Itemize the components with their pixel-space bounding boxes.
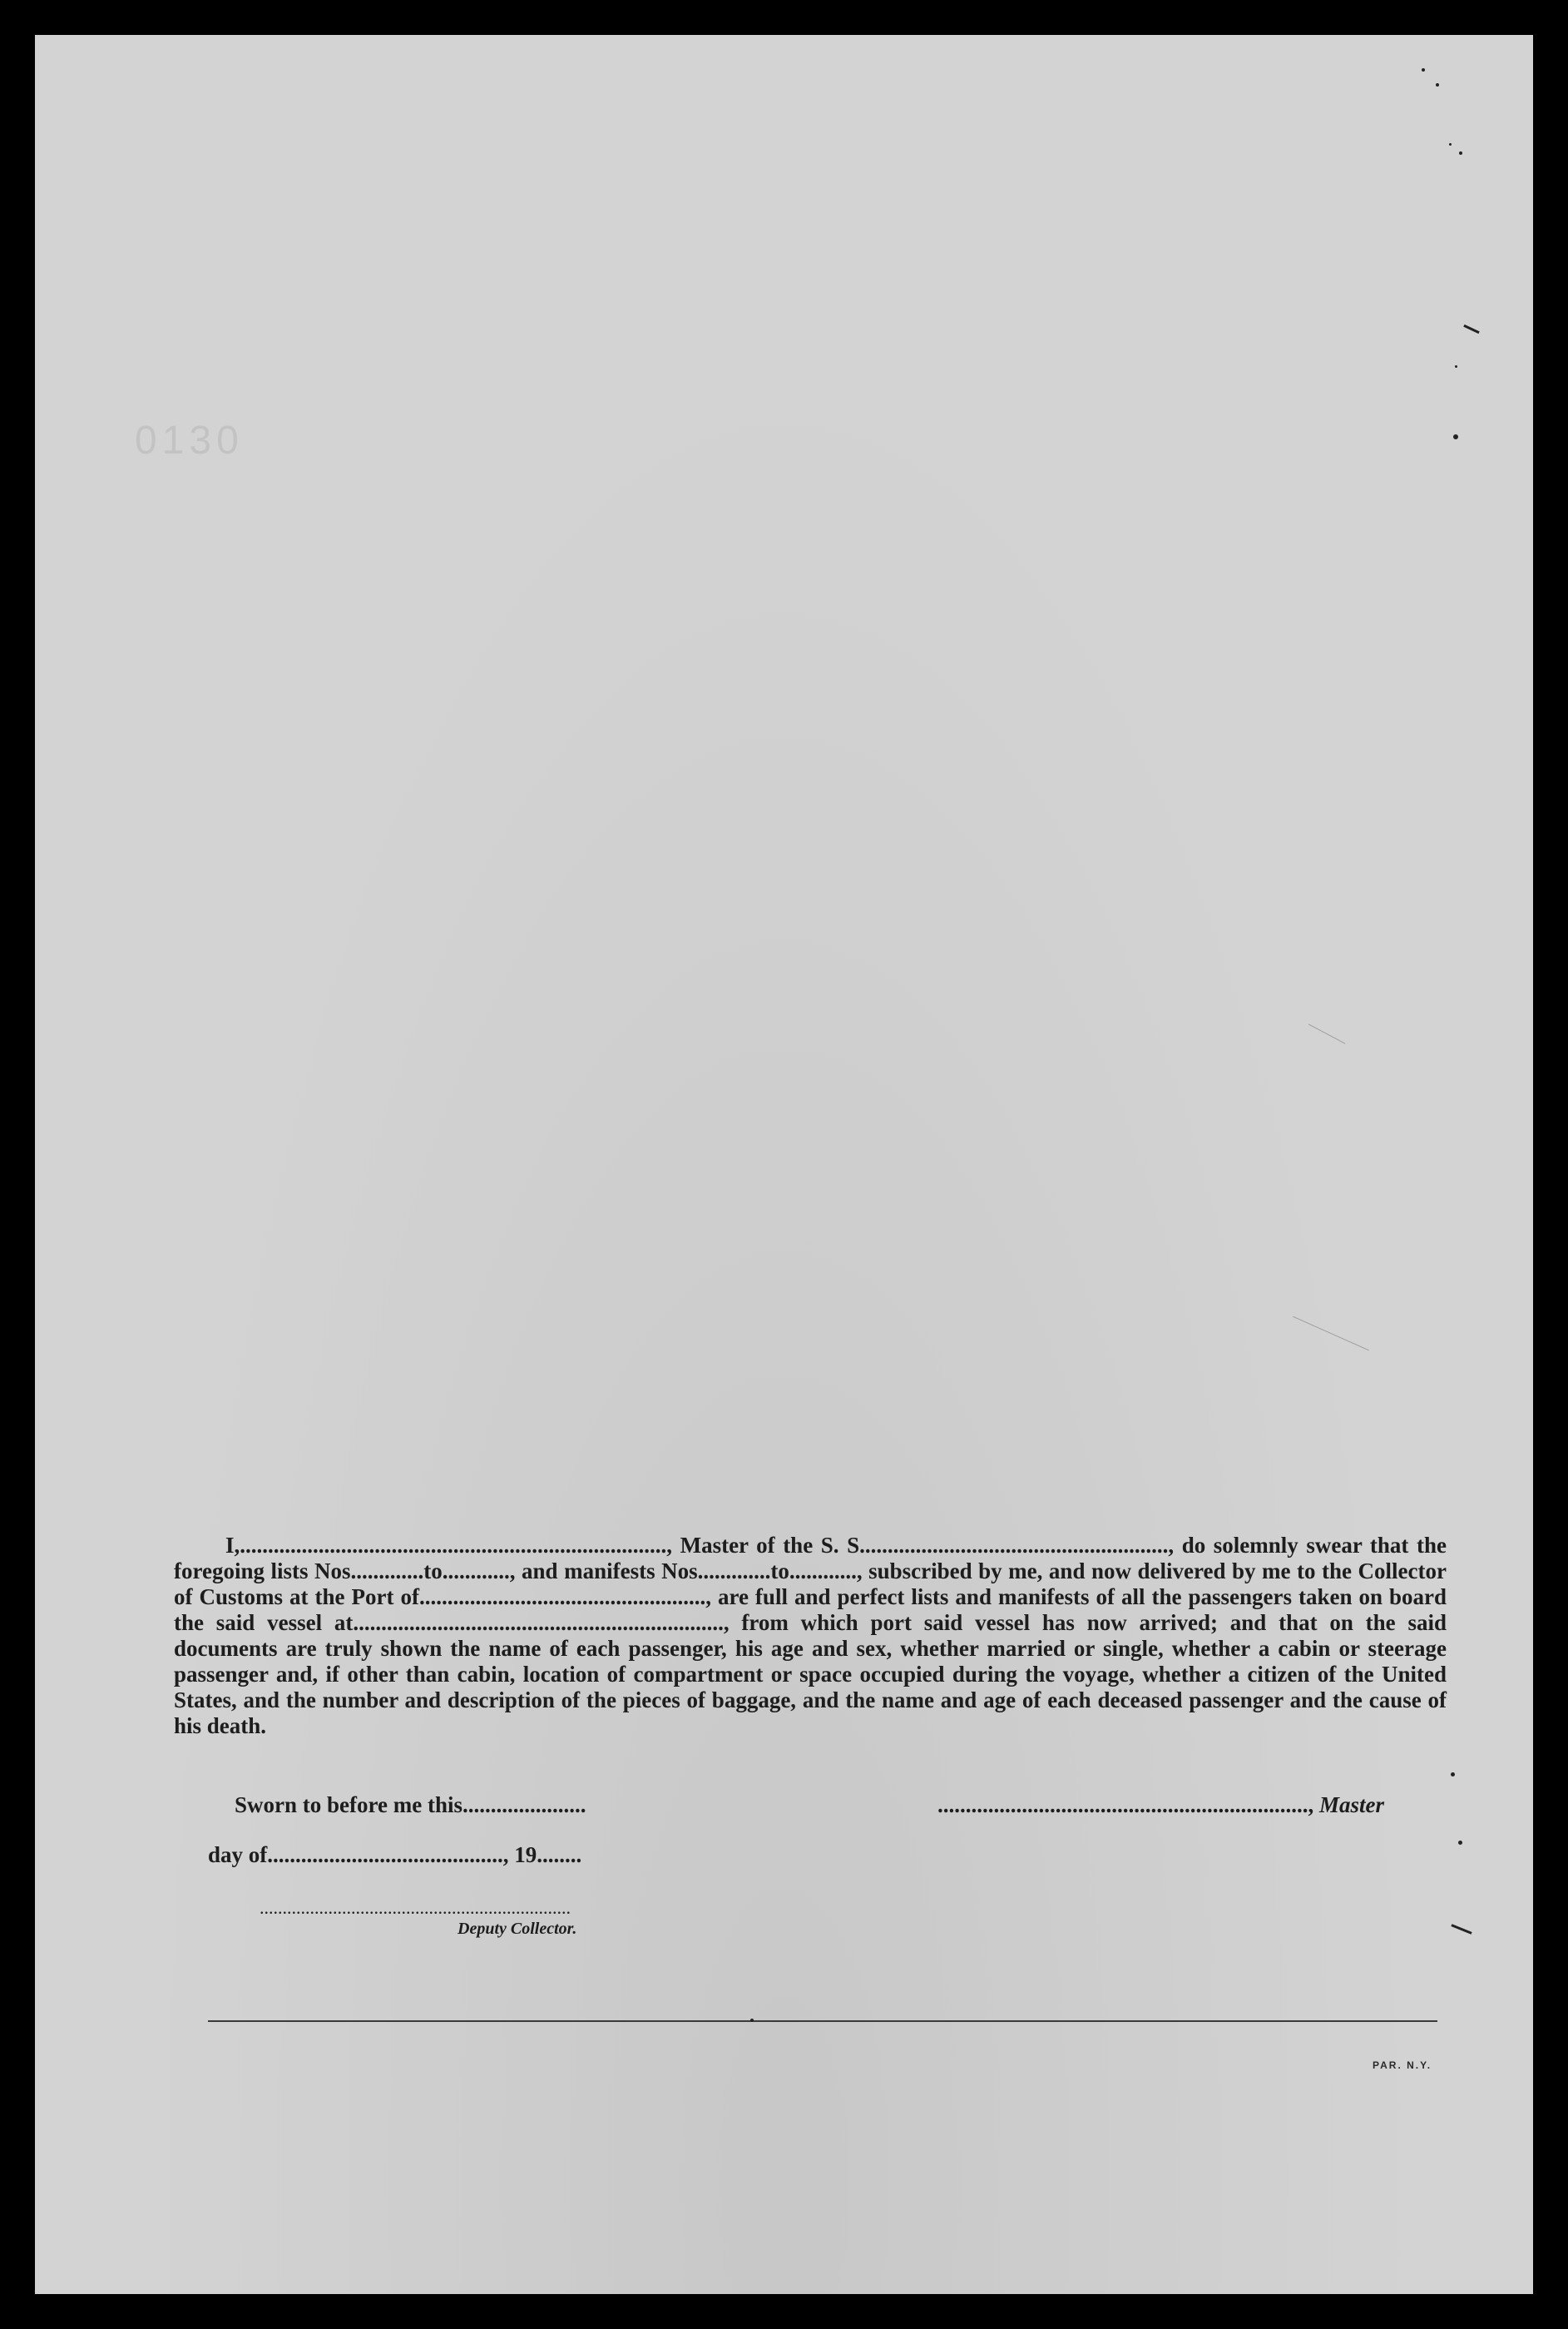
- faint-scan-line: [1308, 1023, 1346, 1043]
- scan-speck: [1436, 83, 1439, 87]
- oath-paragraph: I,............................................................................, Master of the S. S......................................................., do solemnly swear that the foregoing lists Nos.............to............, and manifests Nos.............to............, subscribed by me, and now delivered by me to the Collector of Customs at the Port of..................................................., are full and perfect lists and manifests of all the passengers taken on board the said vessel at.................................................................., from which port said vessel has now arrived; and that on the said documents are truly shown the name of each passenger, his age and sex, whether married or single, whether a cabin or steerage passenger and, if other than cabin, location of compartment or space occupied during the voyage, whether a citizen of the United States, and the number and description of the pieces of baggage, and the name and age of each deceased passenger and the cause of his death.: [174, 1533, 1447, 1738]
- scan-speck: [1422, 68, 1425, 72]
- document-page: [35, 35, 1533, 2294]
- faint-scan-line: [1293, 1316, 1369, 1351]
- scan-speck: [1459, 151, 1462, 155]
- day-of-line: day of.........................................., 19........: [208, 1842, 582, 1867]
- sworn-before-line: Sworn to before me this......................: [235, 1792, 586, 1817]
- master-signature-line: [937, 1792, 1384, 1818]
- scan-speck: [750, 2019, 754, 2022]
- scan-speck: [1453, 434, 1458, 439]
- master-label: Master: [1319, 1792, 1385, 1817]
- scan-dash: [1463, 325, 1479, 334]
- faint-stamp-number: 0130: [135, 419, 244, 463]
- deputy-signature-dots: ....................................................................: [260, 1897, 571, 1918]
- deputy-collector-label: Deputy Collector.: [458, 1920, 577, 1938]
- scan-dash: [1451, 1924, 1472, 1935]
- printer-mark: PAR. N.Y.: [1373, 2059, 1432, 2071]
- master-signature-dots: ..................................................................,: [937, 1792, 1314, 1817]
- scan-speck: [1458, 1841, 1462, 1845]
- scan-speck: [1449, 143, 1452, 146]
- horizontal-rule: [208, 2020, 1437, 2022]
- scan-speck: [1451, 1772, 1455, 1776]
- scan-speck: [1455, 365, 1457, 368]
